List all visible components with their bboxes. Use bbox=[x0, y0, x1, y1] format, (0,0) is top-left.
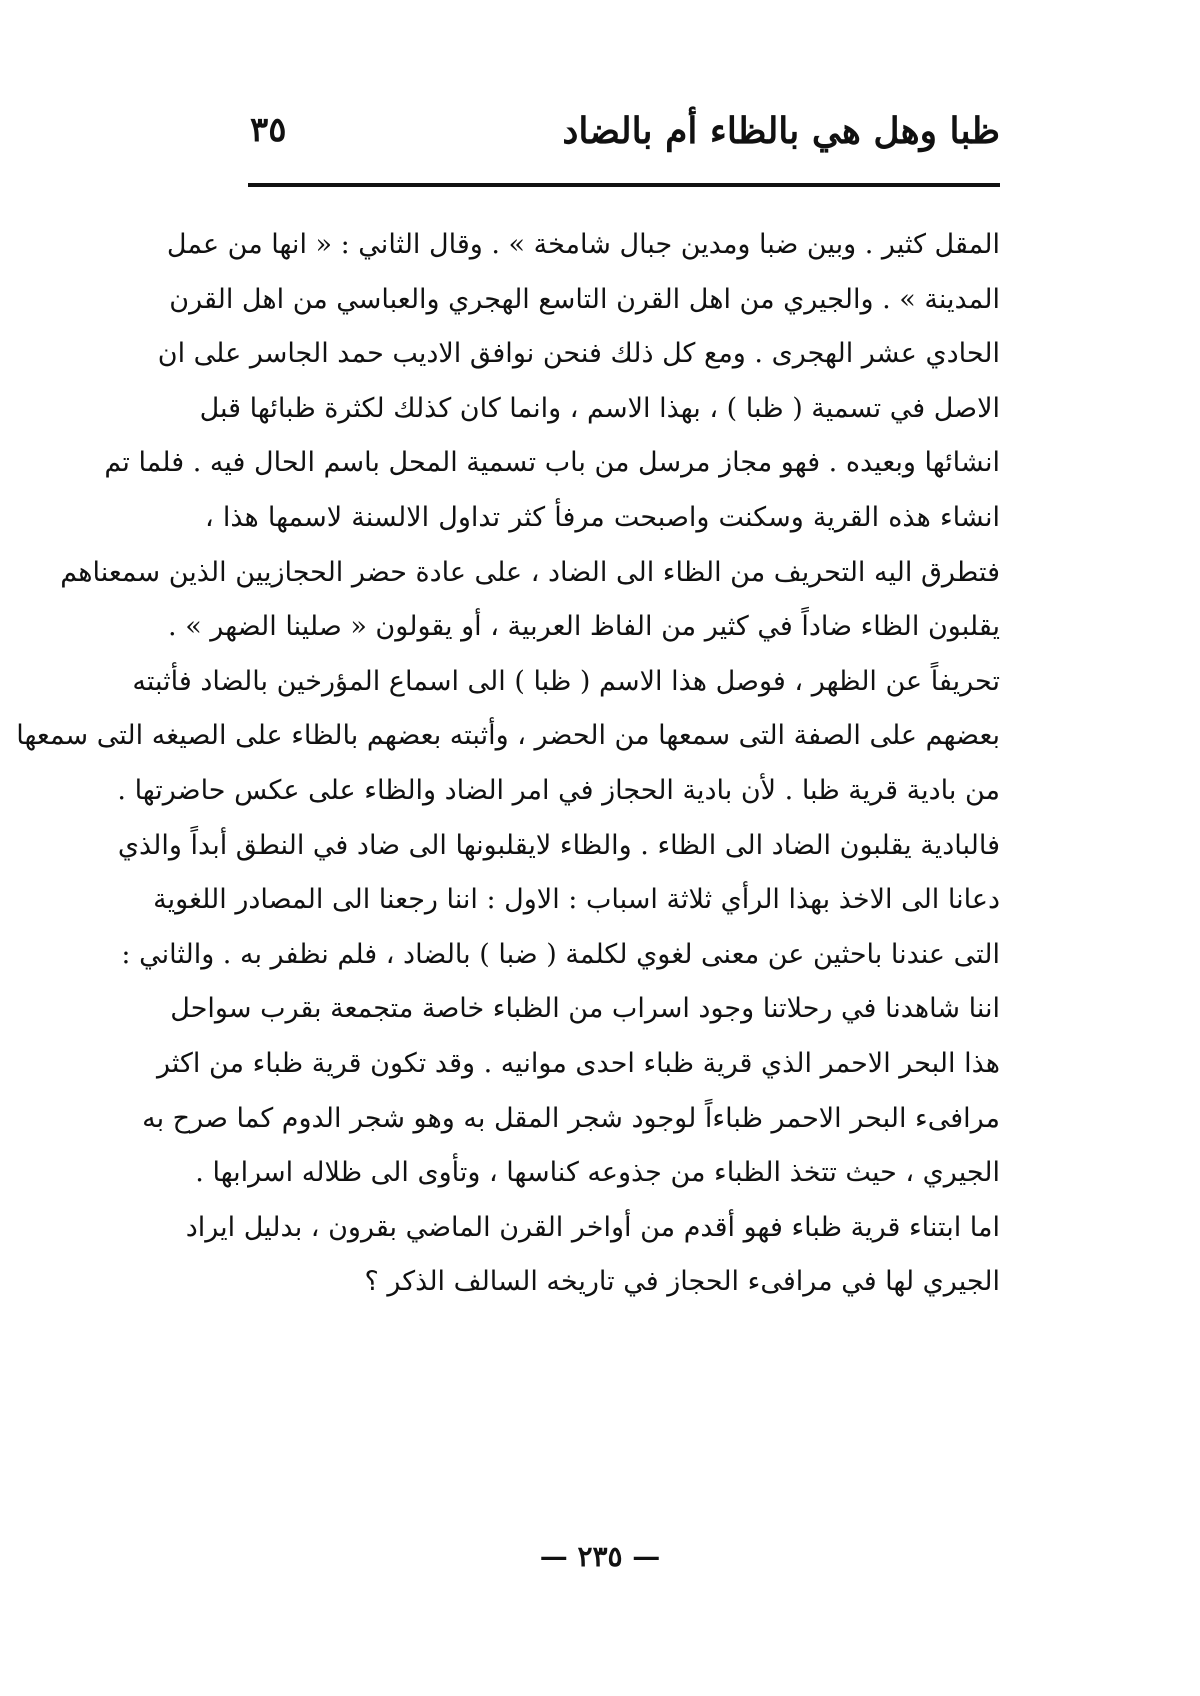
text-line: الاصل في تسمية ( ظبا ) ، بهذا الاسم ، وانما كان كذلك لكثرة ظبائها قبل bbox=[199, 392, 1000, 424]
body-text bbox=[16, 218, 1000, 1310]
header-rule bbox=[248, 183, 1000, 187]
text-line: مرافىء البحر الاحمر ظباءاً لوجود شجر المقل به وهو شجر الدوم كما صرح به bbox=[142, 1102, 1000, 1134]
text-line: الحادي عشر الهجرى . ومع كل ذلك فنحن نوافق الاديب حمد الجاسر على ان bbox=[157, 338, 1000, 370]
text-line: التى عندنا باحثين عن معنى لغوي لكلمة ( ضبا ) بالضاد ، فلم نظفر به . والثاني : bbox=[121, 938, 1000, 970]
text-line: انشائها وبعيده . فهو مجاز مرسل من باب تسمية المحل باسم الحال فيه . فلما تم bbox=[104, 447, 1000, 479]
running-title: ظبا وهل هي بالظاء أم بالضاد bbox=[562, 110, 1000, 152]
text-line: تحريفاً عن الظهر ، فوصل هذا الاسم ( ظبا ) الى اسماع المؤرخين بالضاد فأثبته bbox=[132, 665, 1000, 697]
text-line: المدينة » . والجيري من اهل القرن التاسع الهجري والعباسي من اهل القرن bbox=[169, 283, 1000, 315]
header-page-number: ٣٥ bbox=[250, 110, 287, 150]
text-line: من بادية قرية ظبا . لأن بادية الحجاز في امر الضاد والظاء على عكس حاضرتها . bbox=[117, 774, 1000, 806]
running-header bbox=[250, 110, 1000, 180]
footer-page-number: — ٢٣٥ — bbox=[539, 1540, 661, 1573]
text-line: دعانا الى الاخذ بهذا الرأي ثلاثة اسباب : الاول : اننا رجعنا الى المصادر اللغوية bbox=[153, 884, 1000, 916]
text-line: يقلبون الظاء ضاداً في كثير من الفاظ العربية ، أو يقولون « صلينا الضهر » . bbox=[168, 611, 1000, 643]
text-line: فالبادية يقلبون الضاد الى الظاء . والظاء لايقلبونها الى ضاد في النطق أبداً والذي bbox=[117, 829, 1000, 861]
text-line: هذا البحر الاحمر الذي قرية ظباء احدى موانيه . وقد تكون قرية ظباء من اكثر bbox=[157, 1047, 1000, 1079]
text-line: بعضهم على الصفة التى سمعها من الحضر ، وأثبته بعضهم بالظاء على الصيغه التى سمعها bbox=[16, 720, 1000, 752]
text-line: انشاء هذه القرية وسكنت واصبحت مرفأ كثر تداول الالسنة لاسمها هذا ، bbox=[205, 501, 1000, 533]
text-line: فتطرق اليه التحريف من الظاء الى الضاد ، على عادة حضر الحجازيين الذين سمعناهم bbox=[60, 556, 1000, 588]
text-line: اما ابتناء قرية ظباء فهو أقدم من أواخر القرن الماضي بقرون ، بدليل ايراد bbox=[185, 1211, 1000, 1243]
text-line: الجيري ، حيث تتخذ الظباء من جذوعه كناسها ، وتأوى الى ظلاله اسرابها . bbox=[195, 1157, 1000, 1189]
text-line: الجيري لها في مرافىء الحجاز في تاريخه السالف الذكر ؟ bbox=[364, 1266, 1000, 1298]
text-line: اننا شاهدنا في رحلاتنا وجود اسراب من الظباء خاصة متجمعة بقرب سواحل bbox=[170, 993, 1000, 1025]
text-line: المقل كثير . وبين ضبا ومدين جبال شامخة » . وقال الثاني : « انها من عمل bbox=[166, 229, 1000, 260]
